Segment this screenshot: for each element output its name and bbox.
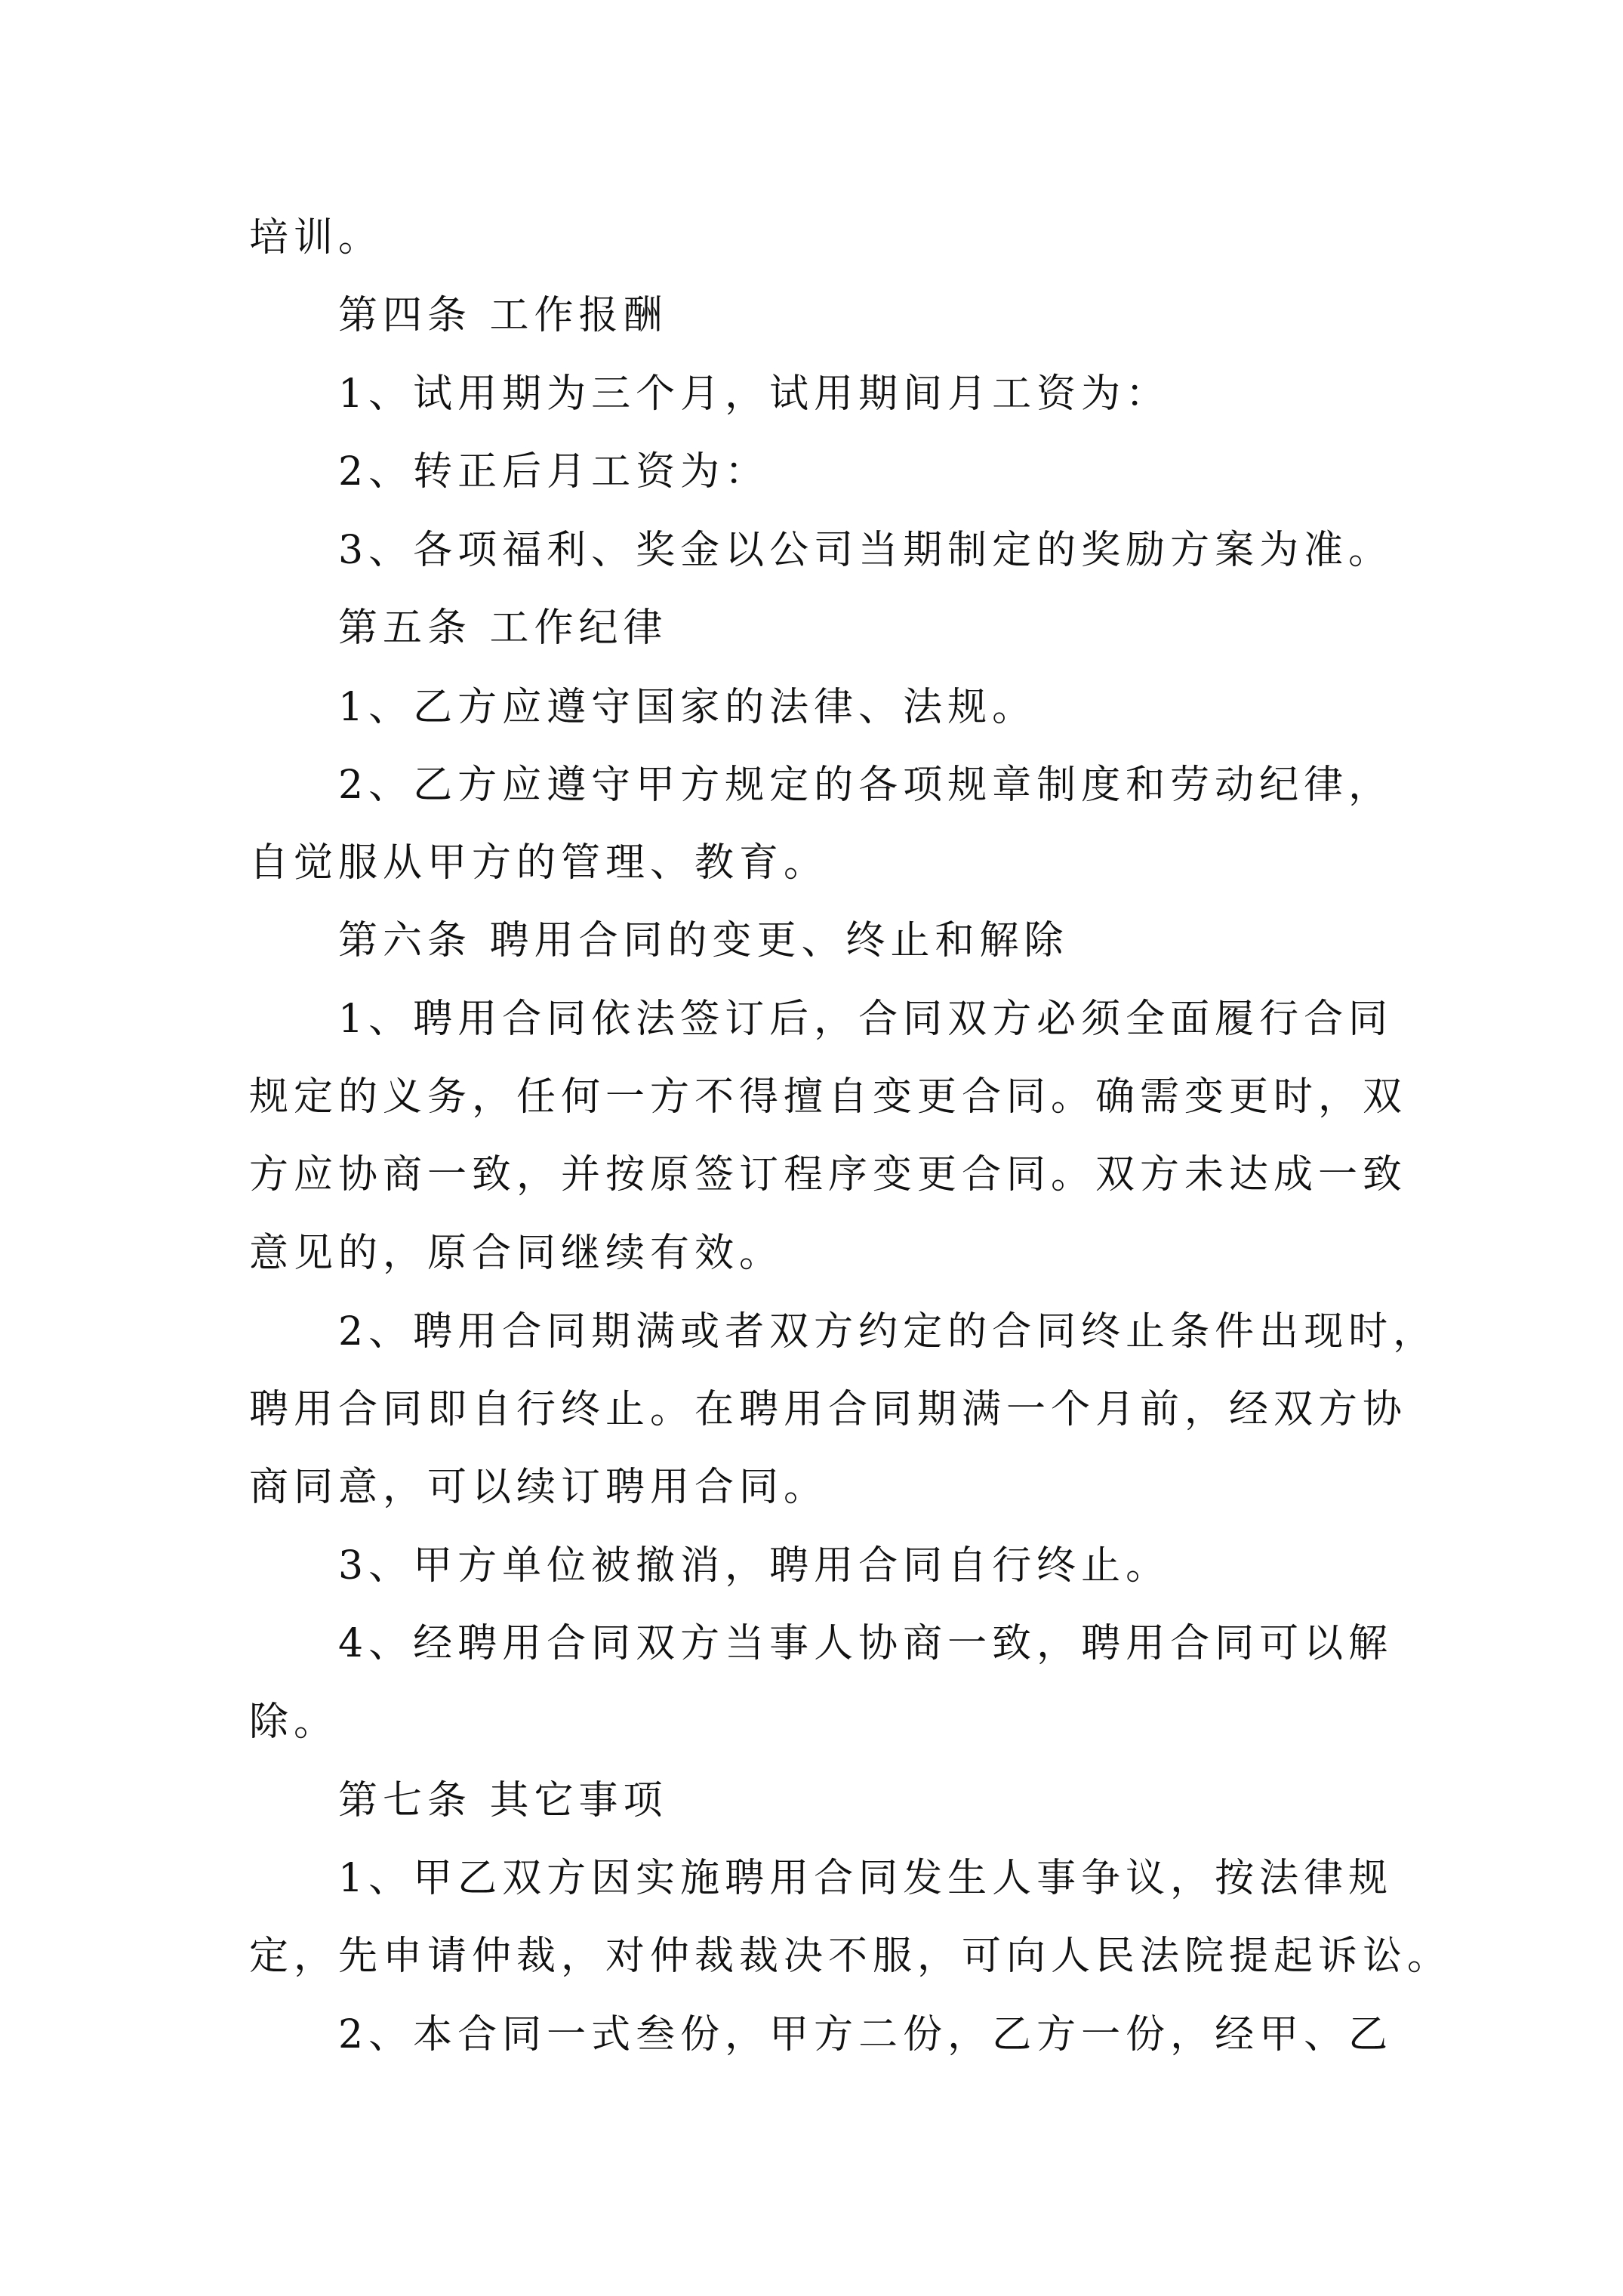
- body-line: 2、聘用合同期满或者双方约定的合同终止条件出现时，: [338, 1309, 1438, 1354]
- body-line: 2、本合同一式叁份，甲方二份，乙方一份，经甲、乙: [338, 2012, 1394, 2057]
- body-line: 3、甲方单位被撤消，聘用合同自行终止。: [338, 1543, 1171, 1589]
- section-heading: 第七条 其它事项: [338, 1778, 668, 1823]
- section-heading: 第五条 工作纪律: [338, 606, 668, 651]
- body-line: 4、经聘用合同双方当事人协商一致，聘用合同可以解: [338, 1621, 1394, 1666]
- body-line: 培训。: [249, 215, 383, 260]
- body-line: 自觉服从甲方的管理、教育。: [249, 840, 829, 886]
- body-line: 2、转正后月工资为：: [338, 449, 770, 495]
- body-line: 1、甲乙双方因实施聘用合同发生人事争议，按法律规: [338, 1856, 1394, 1901]
- body-line: 1、聘用合同依法签订后，合同双方必须全面履行合同: [338, 997, 1394, 1042]
- body-line: 除。: [249, 1700, 339, 1745]
- section-heading: 第四条 工作报酬: [338, 293, 668, 338]
- body-line: 3、各项福利、奖金以公司当期制定的奖励方案为准。: [338, 528, 1394, 573]
- body-line: 定，先申请仲裁，对仲裁裁决不服，可向人民法院提起诉讼。: [249, 1934, 1452, 1979]
- body-line: 1、乙方应遵守国家的法律、法规。: [338, 685, 1037, 730]
- body-line: 2、乙方应遵守甲方规定的各项规章制度和劳动纪律，: [338, 763, 1394, 808]
- body-line: 方应协商一致，并按原签订程序变更合同。双方未达成一致: [249, 1152, 1408, 1197]
- body-line: 聘用合同即自行终止。在聘用合同期满一个月前，经双方协: [249, 1387, 1408, 1432]
- body-line: 商同意，可以续订聘用合同。: [249, 1465, 829, 1510]
- section-heading: 第六条 聘用合同的变更、终止和解除: [338, 918, 1069, 963]
- body-line: 规定的义务，任何一方不得擅自变更合同。确需变更时，双: [249, 1074, 1408, 1120]
- body-line: 意见的，原合同继续有效。: [249, 1231, 784, 1276]
- body-line: 1、试用期为三个月，试用期间月工资为：: [338, 371, 1171, 417]
